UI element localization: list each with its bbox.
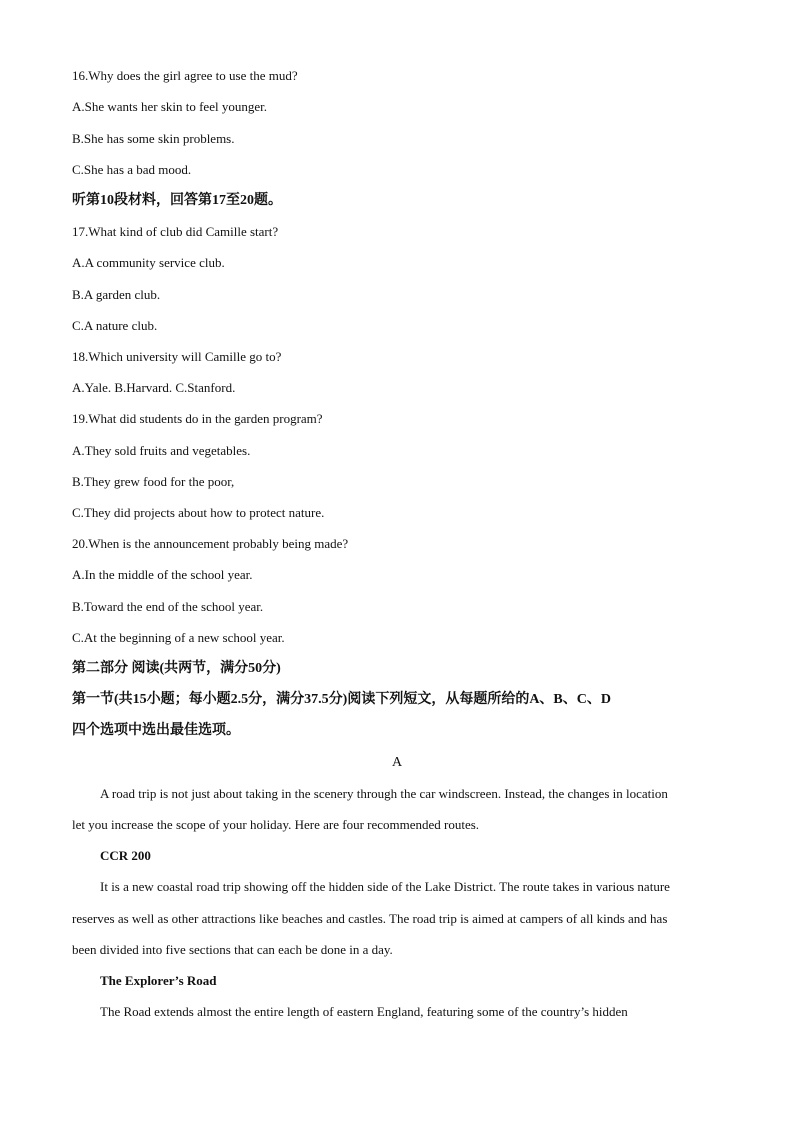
q19-option-a: A.They sold fruits and vegetables. bbox=[72, 443, 251, 458]
intro-line-2: let you increase the scope of your holiday. Here are four recommended routes. bbox=[72, 817, 480, 832]
q20-option-c: C.At the beginning of a new school year. bbox=[72, 630, 285, 645]
q20-option-b: B.Toward the end of the school year. bbox=[72, 599, 264, 614]
q16-option-b: B.She has some skin problems. bbox=[72, 131, 235, 146]
route-2-line-1: The Road extends almost the entire length of eastern England, featuring some of the country’s hidden bbox=[100, 1004, 628, 1019]
question-17: 17.What kind of club did Camille start? bbox=[72, 224, 279, 239]
intro-line-1: A road trip is not just about taking in the scenery through the car windscreen. Instead, the changes in location bbox=[100, 786, 668, 801]
q17-option-c: C.A nature club. bbox=[72, 318, 158, 333]
question-19: 19.What did students do in the garden program? bbox=[72, 411, 323, 426]
question-18: 18.Which university will Camille go to? bbox=[72, 349, 282, 364]
route-2-title: The Explorer’s Road bbox=[100, 973, 217, 988]
q16-option-c: C.She has a bad mood. bbox=[72, 162, 192, 177]
q19-option-b: B.They grew food for the poor, bbox=[72, 474, 235, 489]
route-1-line-2: reserves as well as other attractions like beaches and castles. The road trip is aimed at campers of all kinds and has bbox=[72, 911, 668, 926]
q16-option-a: A.She wants her skin to feel younger. bbox=[72, 99, 267, 114]
section-10-heading: 听第10段材料，回答第17至20题。 bbox=[72, 193, 282, 208]
q17-option-b: B.A garden club. bbox=[72, 287, 161, 302]
q20-option-a: A.In the middle of the school year. bbox=[72, 567, 253, 582]
route-1-title: CCR 200 bbox=[100, 848, 151, 863]
section-one-instruction-line2: 四个选项中选出最佳选项。 bbox=[72, 723, 240, 738]
q19-option-c: C.They did projects about how to protect nature. bbox=[72, 505, 325, 520]
section-one-instruction-line1: 第一节(共15小题；每小题2.5分，满分37.5分)阅读下列短文，从每题所给的A、B、C、D bbox=[72, 692, 611, 707]
passage-label: A bbox=[391, 755, 403, 770]
q17-option-a: A.A community service club. bbox=[72, 255, 225, 270]
part-two-heading: 第二部分 阅读(共两节，满分50分) bbox=[72, 661, 281, 676]
route-1-line-1: It is a new coastal road trip showing off the hidden side of the Lake District. The route takes in various nature bbox=[100, 879, 670, 894]
question-16: 16.Why does the girl agree to use the mud? bbox=[72, 68, 298, 83]
q18-options: A.Yale. B.Harvard. C.Stanford. bbox=[72, 380, 236, 395]
route-1-line-3: been divided into five sections that can each be done in a day. bbox=[72, 942, 393, 957]
question-20: 20.When is the announcement probably being made? bbox=[72, 536, 349, 551]
